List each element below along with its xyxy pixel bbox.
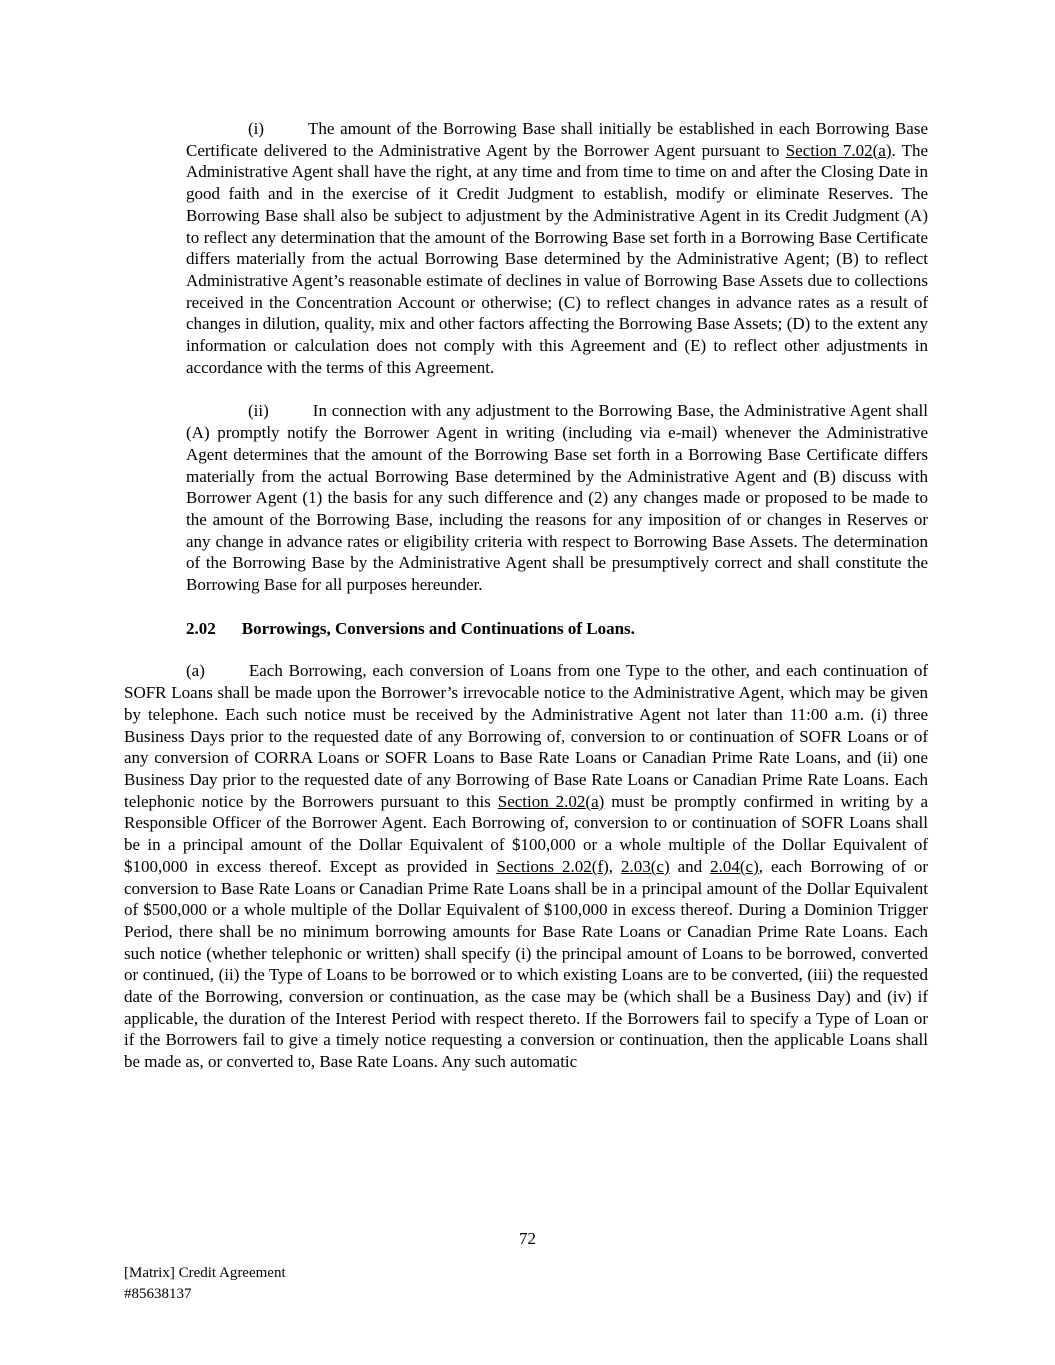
paragraph-i-text-cont: . The Administrative Agent shall have the right, at any time and from time to time on and after the Closing Date in good faith and in the exercise of it Credit Judgment to establish, modify or eliminate Reserves. The Borrowing Base shall also be subject to adjustment by the Administrative Agent in its Credit Judgment (A) to reflect any determination that the amount of the Borrowing Base set forth in a Borrowing Base Certificate differs materially from the actual Borrowing Base determined by the Administrative Agent; (B) to reflect Administrative Agent’s reasonable estimate of declines in value of Borrowing Base Assets due to collections received in the Concentration Account or otherwise; (C) to reflect changes in advance rates as a result of changes in dilution, quality, mix and other factors affecting the Borrowing Base Assets; (D) to the extent any information or calculation does not comply with this Agreement and (E) to reflect other adjustments in accordance with the terms of this Agreement. (186, 140, 929, 377)
paragraph-a-text-3: , (608, 856, 622, 876)
section-heading-number: 2.02 (186, 618, 216, 638)
section-ref-2-04c: 2.04(c) (710, 856, 759, 876)
paragraph-ii-marker: (ii) (248, 401, 269, 421)
paragraph-a-text-4: and (669, 856, 711, 876)
paragraph-a (124, 660, 928, 1072)
section-ref-2-03c: 2.03(c) (621, 856, 670, 876)
document-footer (124, 1263, 286, 1305)
footer-document-id: #85638137 (124, 1286, 192, 1302)
paragraph-a-text-5: , each Borrowing of or conversion to Base Rate Loans or Canadian Prime Rate Loans shall be in a principal amount of the Dollar Equivalent of $500,000 or a whole multiple of the Dollar Equivalent of $100,000 in excess thereof. During a Dominion Trigger Period, there shall be no minimum borrowing amounts for Base Rate Loans or Canadian Prime Rate Loans. Each such notice (whether telephonic or written) shall specify (i) the principal amount of Loans to be borrowed, converted or continued, (ii) the Type of Loans to be borrowed or to which existing Loans are to be converted, (iii) the requested date of the Borrowing, conversion or continuation, as the case may be (which shall be a Business Day) and (iv) if applicable, the duration of the Interest Period with respect thereto. If the Borrowers fail to specify a Type of Loan or if the Borrowers fail to give a timely notice requesting a conversion or continuation, then the applicable Loans shall be made as, or converted to, Base Rate Loans. Any such automatic (124, 856, 928, 1072)
paragraph-ii (186, 400, 928, 595)
section-ref-7-02a: Section 7.02(a) (785, 140, 892, 160)
page-number: 72 (519, 1229, 536, 1248)
paragraph-i-marker: (i) (248, 119, 265, 138)
section-heading-2-02 (186, 618, 928, 640)
section-ref-2-02f: Sections 2.02(f) (496, 856, 609, 876)
paragraph-i-text: The amount of the Borrowing Base shall initially be established in each Borrowing Base Certificate delivered to the Administrative Agent by the Borrower Agent pursuant to (186, 119, 928, 160)
paragraph-ii-text: In connection with any adjustment to the Borrowing Base, the Administrative Agent shall (A) promptly notify the Borrower Agent in writing (including via e-mail) whenever the Administrative Agent determines that the amount of the Borrowing Base set forth in a Borrowing Base Certificate differs materially from the actual Borrowing Base determined by the Administrative Agent and (B) discuss with Borrower Agent (1) the basis for any such difference and (2) any changes made or proposed to be made to the amount of the Borrowing Base, including the reasons for any imposition of or changes in Reserves or any change in advance rates or eligibility criteria with respect to Borrowing Base Assets. The determination of the Borrowing Base by the Administrative Agent shall be presumptively correct and shall constitute the Borrowing Base for all purposes hereunder. (186, 401, 928, 595)
paragraph-a-text: Each Borrowing, each conversion of Loans from one Type to the other, and each continuation of SOFR Loans shall be made upon the Borrower’s irrevocable notice to the Administrative Agent, which may be given by telephone. Each such notice must be received by the Administrative Agent not later than 11:00 a.m. (i) three Business Days prior to the requested date of any Borrowing of, conversion to or continuation of SOFR Loans or of any conversion of CORRA Loans or SOFR Loans to Base Rate Loans or Canadian Prime Rate Loans, and (ii) one Business Day prior to the requested date of any Borrowing of Base Rate Loans or Canadian Prime Rate Loans. Each telephonic notice by the Borrowers pursuant to this (124, 661, 928, 811)
footer-document-title: [Matrix] Credit Agreement (124, 1265, 286, 1281)
paragraph-i (186, 118, 928, 378)
paragraph-a-text-2: must be promptly confirmed in writing by a Responsible Officer of the Borrower Agent. Each Borrowing of, conversion to or continuation of SOFR Loans shall be in a principal amount of the Dollar Equivalent of $100,000 or a whole multiple of the Dollar Equivalent of $100,000 in excess thereof. Except as provided in (124, 791, 928, 876)
section-heading-title: Borrowings, Conversions and Continuations of Loans. (241, 618, 635, 638)
paragraph-a-marker: (a) (186, 661, 205, 681)
section-ref-2-02a: Section 2.02(a) (497, 791, 605, 811)
